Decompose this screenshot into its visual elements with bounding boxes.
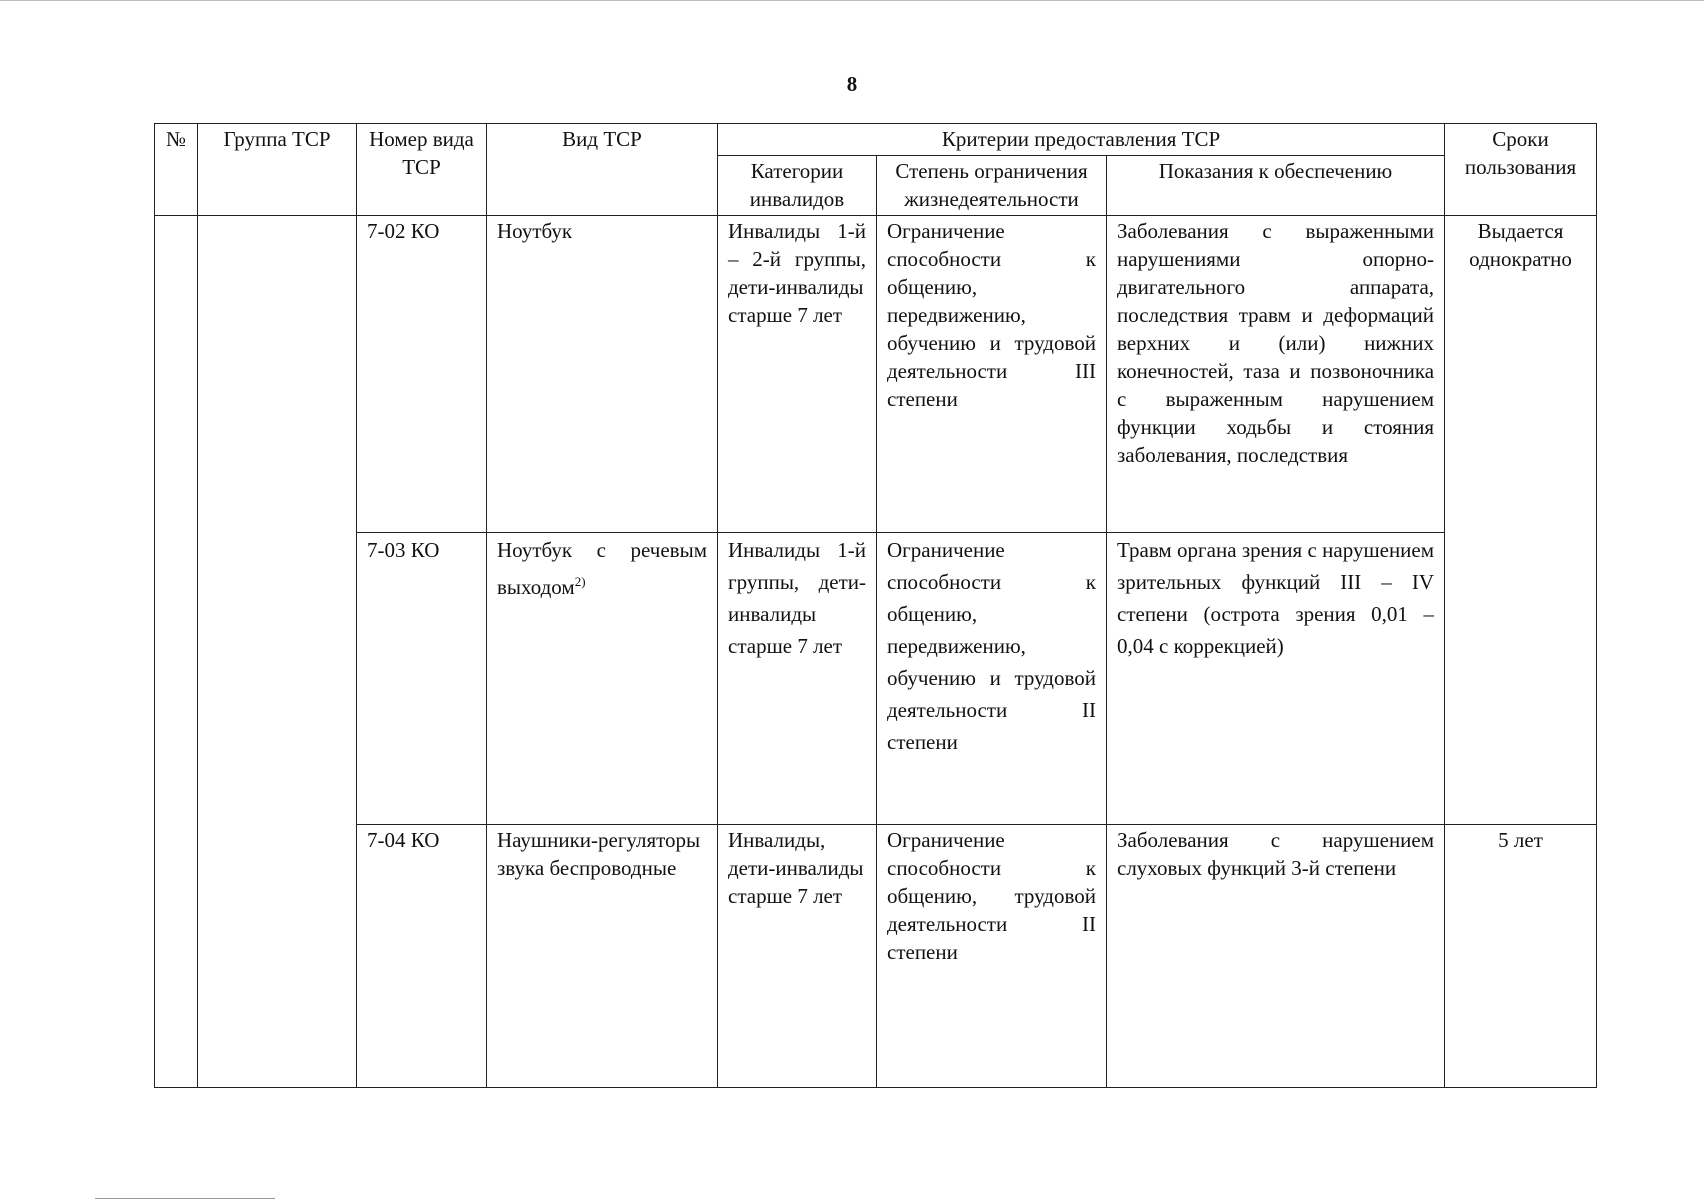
header-no: № (155, 124, 198, 216)
table-row (155, 824, 1597, 1087)
page-number: 8 (846, 72, 858, 96)
header-type: Вид ТСР (487, 124, 718, 216)
cell-type: Наушники-регуляторы звука беспроводные (487, 824, 718, 1087)
cell-terms: 5 лет (1445, 824, 1597, 1087)
cell-type (487, 532, 718, 824)
cell-degree: Ограничение способности к общению, трудовой деятельности II степени (877, 824, 1107, 1087)
cell-number: 7-03 КО (357, 532, 487, 824)
cell-categories: Инвалиды 1-й – 2-й группы, дети-инвалиды старше 7 лет (718, 216, 877, 533)
header-group: Группа ТСР (198, 124, 357, 216)
cell-group (198, 216, 357, 1088)
header-degree: Степень ограничения жизнедеятельности (877, 156, 1107, 216)
tsr-table (154, 123, 1597, 1088)
cell-degree: Ограничение способности к общению, передвижению, обучению и трудовой деятельности II степени (877, 532, 1107, 824)
cell-degree: Ограничение способности к общению, передвижению, обучению и трудовой деятельности III степени (877, 216, 1107, 533)
cell-type-text: Ноутбук с речевым выходом (497, 537, 707, 599)
table-row (155, 216, 1597, 533)
scan-artifact-top (0, 0, 1704, 1)
cell-no (155, 216, 198, 1088)
cell-categories: Инвалиды 1-й группы, дети-инвалиды старше 7 лет (718, 532, 877, 824)
scan-artifact-bottom (95, 1198, 275, 1199)
cell-categories: Инвалиды, дети-инвалиды старше 7 лет (718, 824, 877, 1087)
header-categories: Категории инвалидов (718, 156, 877, 216)
header-criteria: Критерии предоставления ТСР (718, 124, 1445, 156)
header-number: Номер вида ТСР (357, 124, 487, 216)
cell-type: Ноутбук (487, 216, 718, 533)
cell-number: 7-02 КО (357, 216, 487, 533)
cell-terms: Выдается однократно (1445, 216, 1597, 825)
cell-indications: Заболевания с нарушением слуховых функций 3-й степени (1107, 824, 1445, 1087)
header-indications: Показания к обеспечению (1107, 156, 1445, 216)
table-row (155, 532, 1597, 824)
header-row-1 (155, 124, 1597, 156)
header-terms: Сроки пользования (1445, 124, 1597, 216)
cell-indications: Заболевания с выраженными нарушениями опорно-двигательного аппарата, последствия травм и деформаций верхних и (или) нижних конечностей, таза и позвоночника с выраженным нарушением функции ходьбы и стояния заболевания, последствия (1107, 216, 1445, 533)
cell-number: 7-04 КО (357, 824, 487, 1087)
cell-indications: Травм органа зрения с нарушением зрительных функций III – IV степени (острота зрения 0,01 – 0,04 с коррекцией) (1107, 532, 1445, 824)
footnote-mark: 2) (574, 573, 586, 589)
